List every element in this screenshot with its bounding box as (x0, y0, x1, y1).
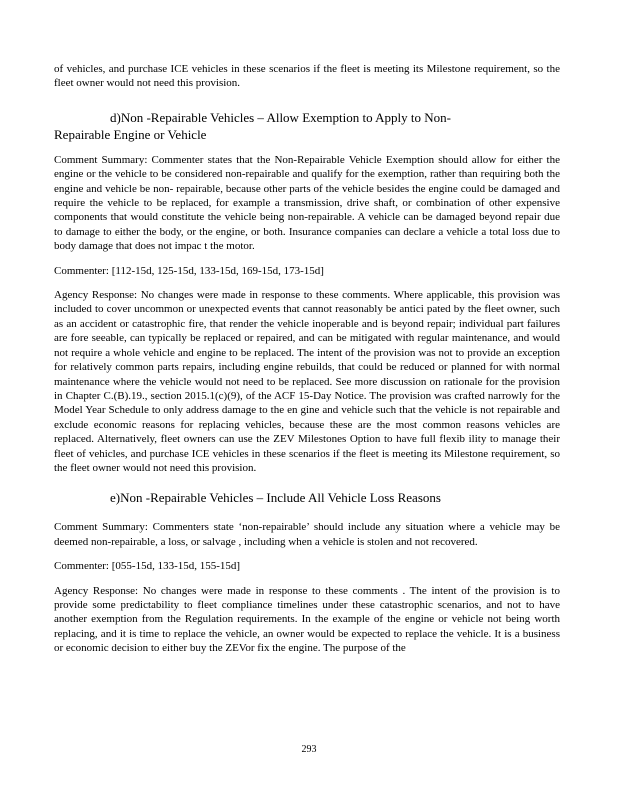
section-d-commenter: Commenter: [112-15d, 125-15d, 133-15d, 169-15d, 173-15d] (54, 264, 324, 277)
document-page (54, 62, 560, 656)
section-d-comment-summary: Comment Summary: Commenter states that the Non-Repairable Vehicle Exemption should allow for either the engine or the vehicle to be considered non-repairable and qualify for the exemption, rather than requiring both the engine and vehicle be non- repairable, because other parts of the vehicle besides the engine could be damaged and require the vehicle to be replaced, for example a transmission, drive shaft, or combination of other expensive components that would constitute the vehicle being non-repairable. A vehicle can be damaged beyond repair due to damage to either the body, or the engine, or both. Insurance companies can declare a vehicle a total loss due to body damage that does not impac t the motor. (54, 153, 560, 253)
section-d-agency-response: Agency Response: No changes were made in response to these comments. Where applicable, this provision was included to cover uncommon or unexpected events that cannot reasonably be antici pated by the fleet owner, such as an accident or catastrophic fire, that render the vehicle inoperable and is beyond repair; individual part failures are fore seeable, can typically be replaced or repaired, and can be mitigated with regular maintenance, and would not require a whole vehicle and engine to be replaced. The intent of the provision was not to provide an exception for relatively common parts repairs, including engine rebuilds, that could be reduced or planned for with normal maintenance where the vehicle would not need to be replaced. See more discussion on rationale for the provision in Chapter C.(B).19., section 2015.1(c)(9), of the ACF 15-Day Notice. The provision was crafted narrowly for the Model Year Schedule to only address damage to the en gine and vehicle such that the vehicle is not repairable and exclude economic reasons for replacing vehicles, because these are the most common reasons vehicles are replaced. Alternatively, fleet owners can use the ZEV Milestones Option to have full flexib ility to manage their fleet of vehicles, and purchase ICE vehicles in these scenarios if the fleet is meeting its Milestone requirement, so the fleet owner would not need this provision. (54, 289, 560, 474)
section-d-heading-line2: Repairable Engine or Vehicle (54, 126, 207, 142)
section-d-heading-line1: d)Non -Repairable Vehicles – Allow Exemption to Apply to Non- (110, 109, 451, 125)
section-e-comment-summary: Comment Summary: Commenters state ‘non-repairable’ should include any situation where a vehicle may be deemed non-repairable, a loss, or salvage , including when a vehicle is stolen and not recovered. (54, 521, 560, 548)
top-paragraph: of vehicles, and purchase ICE vehicles in these scenarios if the fleet is meeting its Milestone requirement, so the fleet owner would not need this provision. (54, 63, 560, 90)
section-e-heading: e)Non -Repairable Vehicles – Include All Vehicle Loss Reasons (110, 490, 441, 506)
section-d-heading (54, 109, 560, 143)
section-e-agency-response: Agency Response: No changes were made in response to these comments . The intent of the provision is to provide some predictability to fleet compliance timelines under these catastrophic scenarios, and not to have another exemption from the Regulation requirements. In the example of the engine or vehicle not being worth replacing, and it is time to replace the vehicle, an owner would be expected to replace the vehicle. It is a business or economic decision to either buy the ZEVor fix the engine. The purpose of the (54, 584, 560, 655)
section-e-commenter: Commenter: [055-15d, 133-15d, 155-15d] (54, 560, 241, 573)
page-number: 293 (301, 744, 317, 755)
